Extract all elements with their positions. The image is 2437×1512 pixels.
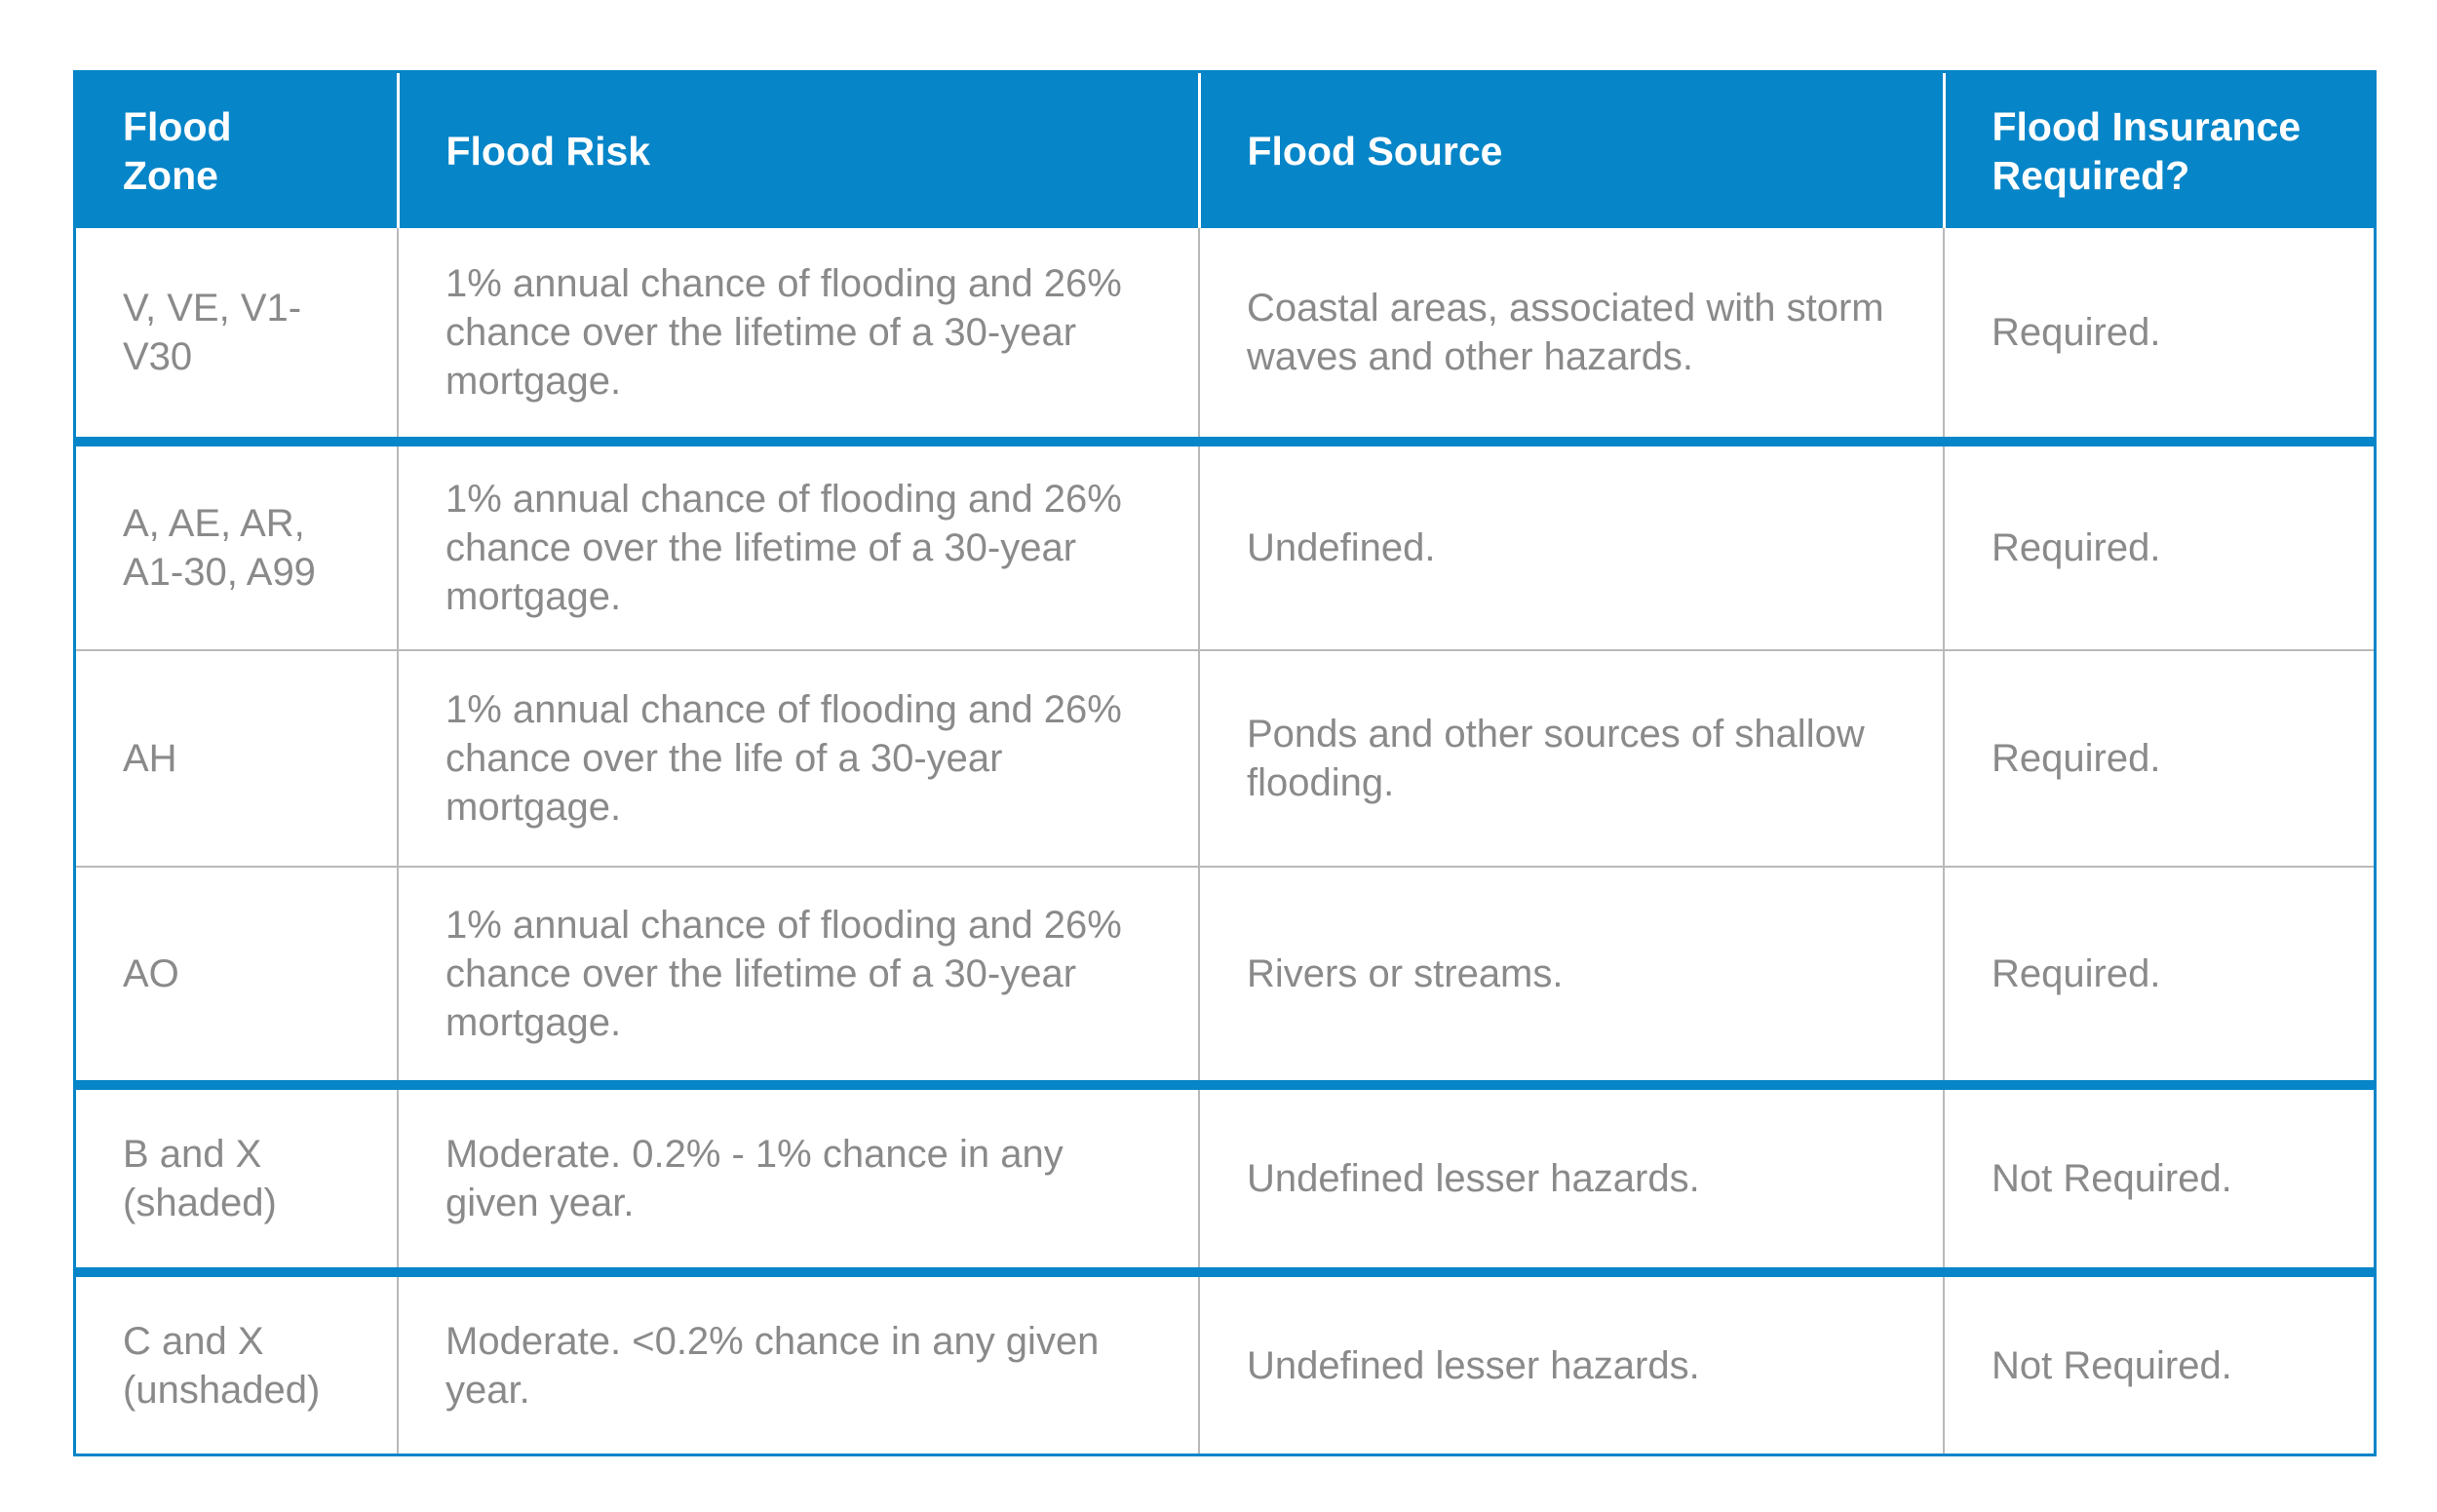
zone-cell: B and X (shaded): [76, 1085, 398, 1272]
header-flood-zone: Flood Zone: [76, 73, 398, 228]
source-cell: Ponds and other sources of shallow flooding.: [1199, 650, 1944, 867]
table-row: [76, 1272, 2374, 1454]
insurance-cell: Not Required.: [1944, 1085, 2374, 1272]
risk-cell: 1% annual chance of flooding and 26% chance over the lifetime of a 30-year mortgage.: [398, 442, 1199, 650]
risk-cell: 1% annual chance of flooding and 26% chance over the lifetime of a 30-year mortgage.: [398, 867, 1199, 1085]
flood-zone-grid: [76, 73, 2374, 1454]
zone-cell: A, AE, AR, A1-30, A99: [76, 442, 398, 650]
header-insurance-required: Flood Insurance Required?: [1944, 73, 2374, 228]
insurance-cell: Required.: [1944, 867, 2374, 1085]
header-flood-source: Flood Source: [1199, 73, 1944, 228]
header-row: [76, 73, 2374, 228]
insurance-cell: Not Required.: [1944, 1272, 2374, 1454]
insurance-cell: Required.: [1944, 442, 2374, 650]
header-flood-risk: Flood Risk: [398, 73, 1199, 228]
table-row: [76, 1085, 2374, 1272]
table-row: [76, 867, 2374, 1085]
source-cell: Undefined lesser hazards.: [1199, 1085, 1944, 1272]
source-cell: Undefined lesser hazards.: [1199, 1272, 1944, 1454]
insurance-cell: Required.: [1944, 228, 2374, 442]
risk-cell: Moderate. <0.2% chance in any given year.: [398, 1272, 1199, 1454]
risk-cell: 1% annual chance of flooding and 26% chance over the life of a 30-year mortgage.: [398, 650, 1199, 867]
zone-cell: AO: [76, 867, 398, 1085]
table-row: [76, 228, 2374, 442]
insurance-cell: Required.: [1944, 650, 2374, 867]
source-cell: Undefined.: [1199, 442, 1944, 650]
flood-zone-table: [73, 70, 2377, 1456]
table-row: [76, 650, 2374, 867]
risk-cell: 1% annual chance of flooding and 26% chance over the lifetime of a 30-year mortgage.: [398, 228, 1199, 442]
zone-cell: C and X (unshaded): [76, 1272, 398, 1454]
zone-cell: AH: [76, 650, 398, 867]
source-cell: Coastal areas, associated with storm waves and other hazards.: [1199, 228, 1944, 442]
risk-cell: Moderate. 0.2% - 1% chance in any given year.: [398, 1085, 1199, 1272]
table-row: [76, 442, 2374, 650]
source-cell: Rivers or streams.: [1199, 867, 1944, 1085]
zone-cell: V, VE, V1-V30: [123, 287, 302, 378]
